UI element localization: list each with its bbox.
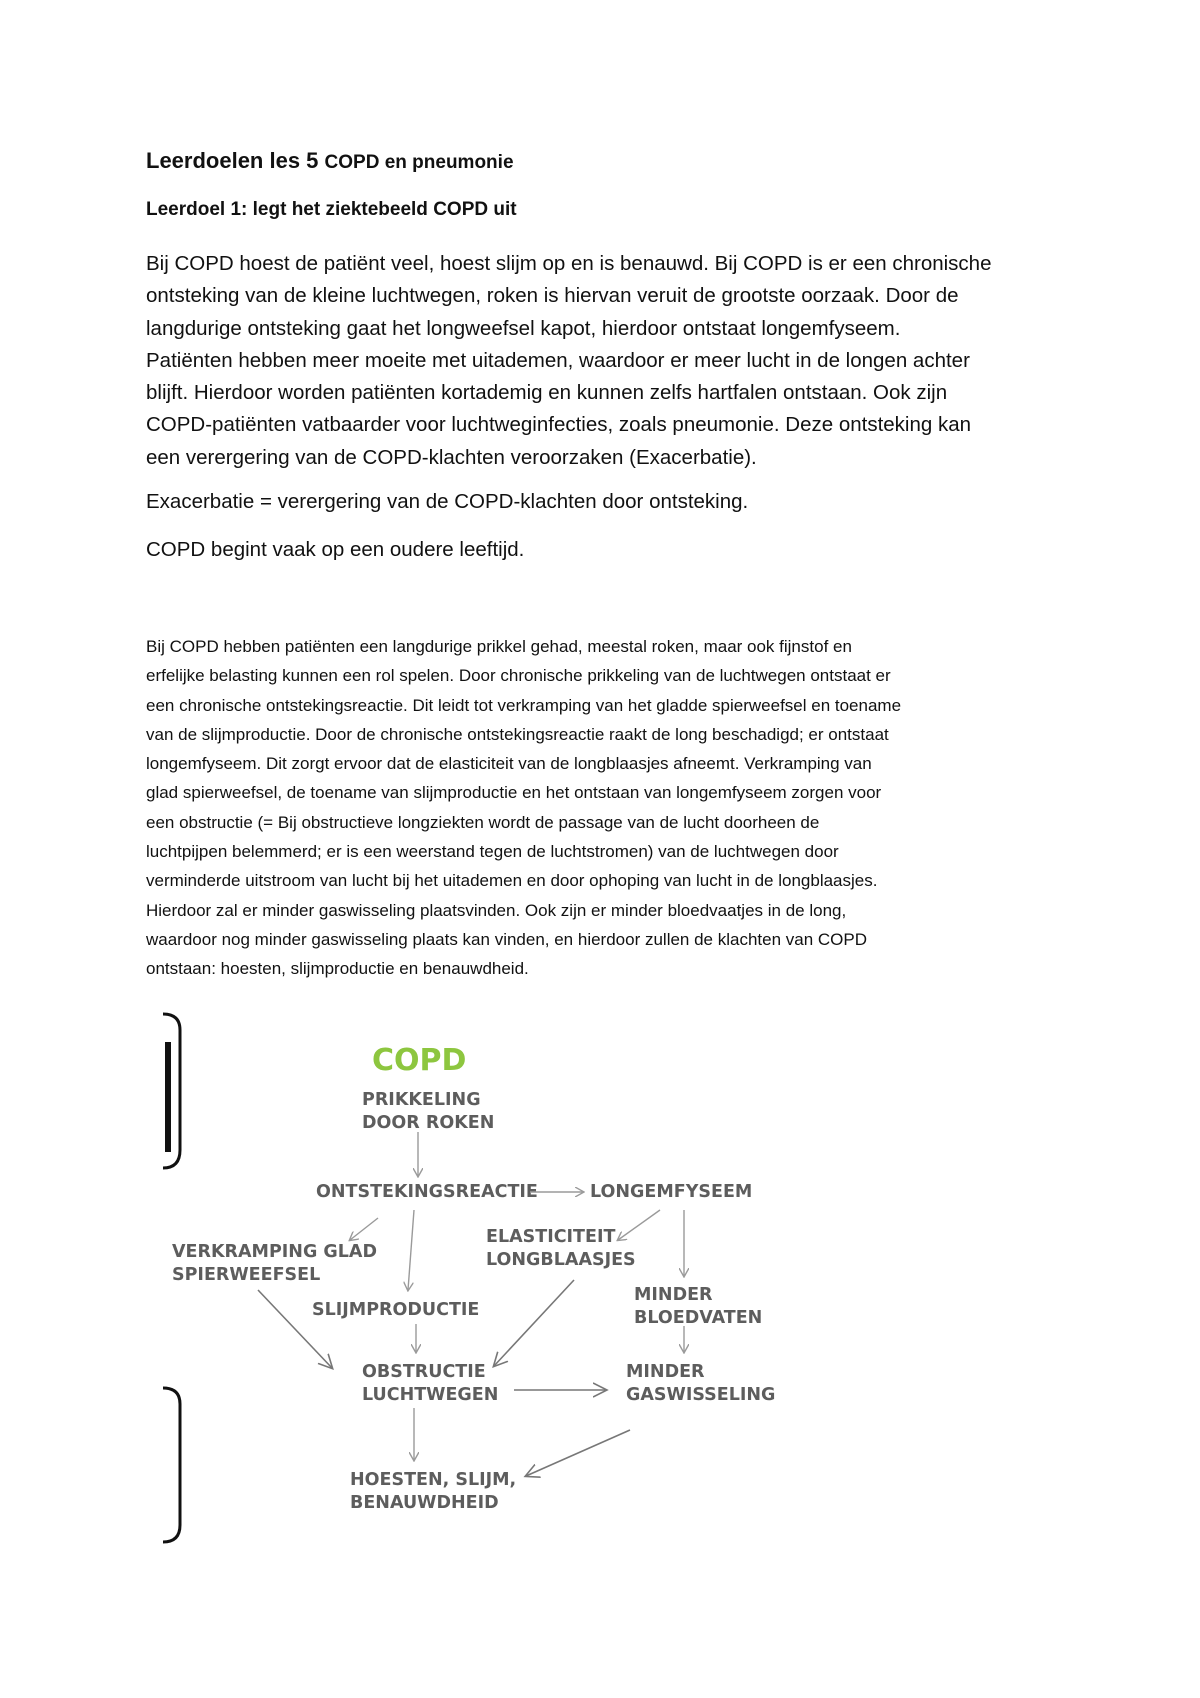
node-gaswisseling-line2: GASWISSELING — [626, 1385, 776, 1405]
paragraph-line: ontstaan: hoesten, slijmproductie en benauwdheid. — [146, 959, 529, 979]
node-hoesten-line2: BENAUWDHEID — [350, 1493, 499, 1513]
paragraph-line: Bij COPD hoest de patiënt veel, hoest slijm op en is benauwd. Bij COPD is er een chronische — [146, 252, 992, 275]
node-elasticiteit-line1: ELASTICITEIT — [486, 1227, 616, 1247]
node-verkramping — [172, 1242, 383, 1285]
paragraph-line: waardoor nog minder gaswisseling plaats kan vinden, en hierdoor zullen de klachten van COPD — [146, 929, 868, 949]
title-small: COPD en pneumonie — [324, 152, 514, 173]
paragraph-line: longemfyseem. Dit zorgt ervoor dat de elasticiteit van de longblaasjes afneemt. Verkramping van — [146, 754, 872, 774]
age-statement: COPD begint vaak op een oudere leeftijd. — [146, 538, 525, 561]
node-verkramping-line1: VERKRAMPING GLAD — [172, 1242, 377, 1262]
node-verkramping-line2: SPIERWEEFSEL — [172, 1265, 321, 1285]
paragraph-line: luchtpijpen belemmerd; er is een weerstand tegen de luchtstromen) van de luchtwegen door — [146, 842, 839, 862]
node-elasticiteit-line2: LONGBLAASJES — [486, 1250, 636, 1270]
arrow-gaswisseling-hoesten — [526, 1430, 630, 1476]
node-elasticiteit — [486, 1227, 636, 1270]
node-longemfyseem: LONGEMFYSEEM — [590, 1182, 753, 1202]
node-bloedvaten-line1: MINDER — [634, 1285, 713, 1305]
paragraph-line: blijft. Hierdoor worden patiënten kortademig en kunnen zelfs hartfalen ontstaan. Ook zijn — [146, 381, 948, 405]
explanation-paragraph — [146, 632, 1086, 984]
node-hoesten-line1: HOESTEN, SLIJM, — [350, 1470, 517, 1490]
top-bracket — [163, 1014, 180, 1168]
node-bloedvaten-line2: BLOEDVATEN — [634, 1308, 763, 1328]
paragraph-line: een obstructie (= Bij obstructieve longziekten wordt de passage van de lucht doorheen de — [146, 812, 820, 832]
node-obstructie — [362, 1362, 498, 1405]
node-prikkeling — [362, 1090, 494, 1133]
arrow-ontsteking-verkramping — [350, 1218, 378, 1240]
node-obstructie-line2: LUCHTWEGEN — [362, 1385, 499, 1405]
node-prikkeling-line1: PRIKKELING — [362, 1090, 481, 1110]
paragraph-line: Hierdoor zal er minder gaswisseling plaatsvinden. Ook zijn er minder bloedvaatjes in de long, — [146, 900, 847, 920]
arrow-longemfyseem-elasticiteit — [618, 1210, 660, 1240]
paragraph-line: van de slijmproductie. Door de chronische ontstekingsreactie raakt de long beschadigd; er ontstaat — [146, 724, 889, 744]
arrow-ontsteking-slijm — [408, 1210, 414, 1290]
node-prikkeling-line2: DOOR ROKEN — [362, 1113, 495, 1133]
intro-paragraph — [146, 248, 1076, 474]
learning-goal-heading: Leerdoel 1: legt het ziektebeeld COPD uit — [146, 199, 517, 220]
exacerbation-definition: Exacerbatie = verergering van de COPD-klachten door ontsteking. — [146, 490, 749, 513]
paragraph-line: glad spierweefsel, de toename van slijmproductie en het ontstaan van longemfyseem zorgen voor — [146, 783, 882, 803]
paragraph-line: verminderde uitstroom van lucht bij het uitademen en door ophoping van lucht in de longblaasjes. — [146, 871, 878, 891]
arrow-elasticiteit-obstructie — [494, 1280, 574, 1366]
node-slijmproductie: SLIJMPRODUCTIE — [312, 1300, 480, 1320]
paragraph-line: langdurige ontsteking gaat het longweefsel kapot, hierdoor ontstaat longemfyseem. — [146, 316, 901, 340]
paragraph-line: een verergering van de COPD-klachten veroorzaken (Exacerbatie). — [146, 445, 757, 469]
node-gaswisseling — [626, 1362, 775, 1405]
page-title — [146, 148, 514, 174]
bottom-bracket — [163, 1388, 180, 1542]
paragraph-line: COPD-patiënten vatbaarder voor luchtweginfecties, zoals pneumonie. Deze ontsteking kan — [146, 413, 972, 437]
node-gaswisseling-line1: MINDER — [626, 1362, 705, 1382]
title-main: Leerdoelen les 5 — [146, 148, 319, 173]
node-hoesten — [350, 1470, 522, 1513]
paragraph-line: Patiënten hebben meer moeite met uitademen, waardoor er meer lucht in de longen achter — [146, 348, 970, 372]
node-ontstekingsreactie: ONTSTEKINGSREACTIE — [316, 1182, 538, 1202]
paragraph-line: erfelijke belasting kunnen een rol spelen. Door chronische prikkeling van de luchtwegen ontstaat er — [146, 666, 891, 686]
diagram-title: COPD — [372, 1043, 467, 1078]
paragraph-line: een chronische ontstekingsreactie. Dit leidt tot verkramping van het gladde spierweefsel en toename — [146, 695, 902, 715]
paragraph-line: Bij COPD hebben patiënten een langdurige prikkel gehad, meestal roken, maar ook fijnstof en — [146, 637, 852, 656]
node-bloedvaten — [634, 1285, 762, 1328]
paragraph-line: ontsteking van de kleine luchtwegen, roken is hiervan veruit de grootste oorzaak. Door de — [146, 284, 959, 308]
copd-flow-diagram — [0, 1000, 1200, 1560]
node-obstructie-line1: OBSTRUCTIE — [362, 1362, 486, 1382]
